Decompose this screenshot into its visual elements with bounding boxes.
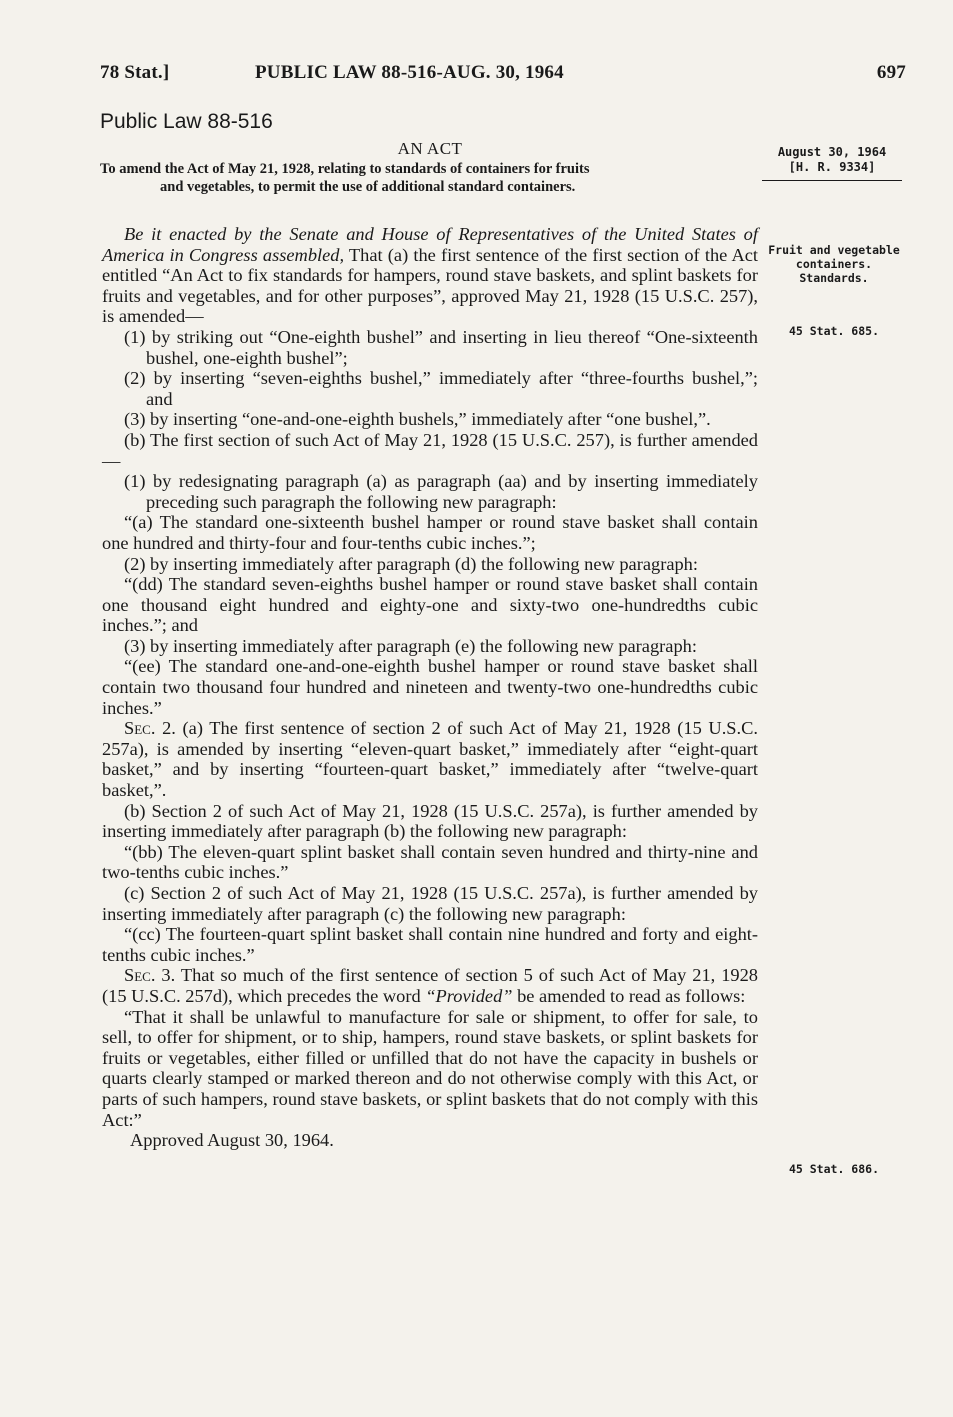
margin-note-citation-2: 45 Stat. 686. xyxy=(788,1162,879,1176)
bill-number: [H. R. 9334] xyxy=(788,160,876,174)
quoted-paragraph-dd: “(dd) The standard seven-eighths bushel hamper or round stave basket shall contain one thousand eight hundred and eighty-one and sixty-two one-hundredths cubic inches.”; and xyxy=(102,574,758,636)
amendment-b2: (2) by inserting immediately after paragraph (d) the following new paragraph: xyxy=(124,553,698,574)
act-purpose xyxy=(100,160,760,196)
section-2c: (c) Section 2 of such Act of May 21, 1928 (15 U.S.C. 257a), is further amended by inserting immediately after paragraph (c) the following new paragraph: xyxy=(102,883,758,924)
purpose-line-2: and vegetables, to permit the use of additional standard containers. xyxy=(160,179,576,195)
amendment-b1: (1) by redesignating paragraph (a) as paragraph (aa) and by inserting immediately preceding such paragraph the following new paragraph: xyxy=(124,471,758,512)
section-3-text-a: That so much of the first sentence of section 5 of such Act of May 21, 1928 (15 U.S.C. 257d), which precedes the word xyxy=(102,965,758,1006)
amendment-a3: (3) by inserting “one-and-one-eighth bushels,” immediately after “one bushel,”. xyxy=(124,409,711,430)
section-1a: That (a) the first sentence of the first section of the Act entitled “An Act to fix standards for hampers, round stave baskets, and splint baskets for fruits and vegetables, and for other purposes”, approved May 21, 1928 (15 U.S.C. 257), is amended— xyxy=(102,244,759,327)
enacting-clause xyxy=(102,224,758,327)
act-body xyxy=(102,224,758,1151)
margin-note-topic: Fruit and vegetable containers. Standards. xyxy=(768,243,900,285)
quoted-paragraph-a: “(a) The standard one-sixteenth bushel hamper or round stave basket shall contain one hundred and thirty-four and four-tenths cubic inches.”; xyxy=(102,512,758,553)
section-3 xyxy=(102,965,758,1006)
margin-note-citation-1: 45 Stat. 685. xyxy=(788,324,879,338)
running-title: PUBLIC LAW 88-516-AUG. 30, 1964 xyxy=(255,62,564,83)
approval-line: Approved August 30, 1964. xyxy=(130,1130,334,1151)
side-rule xyxy=(762,180,902,181)
volume-reference: 78 Stat.] xyxy=(100,62,170,83)
section-2-label: Sec. 2. xyxy=(124,718,176,739)
an-act-heading: AN ACT xyxy=(397,139,463,158)
provided-word: “Provided” xyxy=(425,985,513,1006)
section-3-label: Sec. 3. xyxy=(124,965,176,986)
enactment-date: August 30, 1964 xyxy=(777,145,887,159)
amendment-a2: (2) by inserting “seven-eighths bushel,” immediately after “three-fourths bushel,”; and xyxy=(124,368,758,409)
section-2a xyxy=(102,718,758,800)
quoted-section-5: “That it shall be unlawful to manufacture for sale or shipment, to offer for sale, to sell, to offer for shipment, or to ship, hampers, round stave baskets, or splint baskets for fruits or vegetables, either filled or unfilled that do not have the capacity in bushels or quarts clearly stamped or marked thereon and do not otherwise comply with this Act, or parts of such hampers, round stave baskets, or splint baskets that do not comply with this Act:” xyxy=(102,1006,758,1130)
section-1b: (b) The first section of such Act of May 21, 1928 (15 U.S.C. 257), is further amended— xyxy=(102,429,758,471)
section-2b: (b) Section 2 of such Act of May 21, 1928 (15 U.S.C. 257a), is further amended by inserting immediately after paragraph (b) the following new paragraph: xyxy=(102,800,758,842)
section-3-text-b: be amended to read as follows: xyxy=(512,985,746,1006)
quoted-paragraph-bb: “(bb) The eleven-quart splint basket shall contain seven hundred and thirty-nine and two-tenths cubic inches.” xyxy=(102,841,758,883)
enacting-formula: Be it enacted by the Senate and House of Representatives of the United States of America in Congress assembled, xyxy=(102,224,758,265)
purpose-line-1: To amend the Act of May 21, 1928, relating to standards of containers for fruits xyxy=(100,161,590,177)
page-number: 697 xyxy=(876,62,906,83)
amendment-b3: (3) by inserting immediately after paragraph (e) the following new paragraph: xyxy=(124,635,697,656)
quoted-paragraph-ee: “(ee) The standard one-and-one-eighth bushel hamper or round stave basket shall contain two thousand four hundred and nineteen and twenty-two one-hundredths cubic inches.” xyxy=(102,656,758,718)
quoted-paragraph-cc: “(cc) The fourteen-quart splint basket shall contain nine hundred and forty and eight-tenths cubic inches.” xyxy=(102,924,758,965)
section-2a-text: (a) The first sentence of section 2 of such Act of May 21, 1928 (15 U.S.C. 257a), is amended by inserting “eleven-quart basket,” immediately after “eight-quart basket,” and by inserting “fourteen-quart basket,” immediately after “twelve-quart basket,”. xyxy=(102,718,758,801)
amendment-a1: (1) by striking out “One-eighth bushel” and inserting in lieu thereof “One-sixteenth bushel, one-eighth bushel”; xyxy=(124,326,758,368)
law-title: Public Law 88-516 xyxy=(100,110,273,133)
side-date-block xyxy=(762,145,902,175)
